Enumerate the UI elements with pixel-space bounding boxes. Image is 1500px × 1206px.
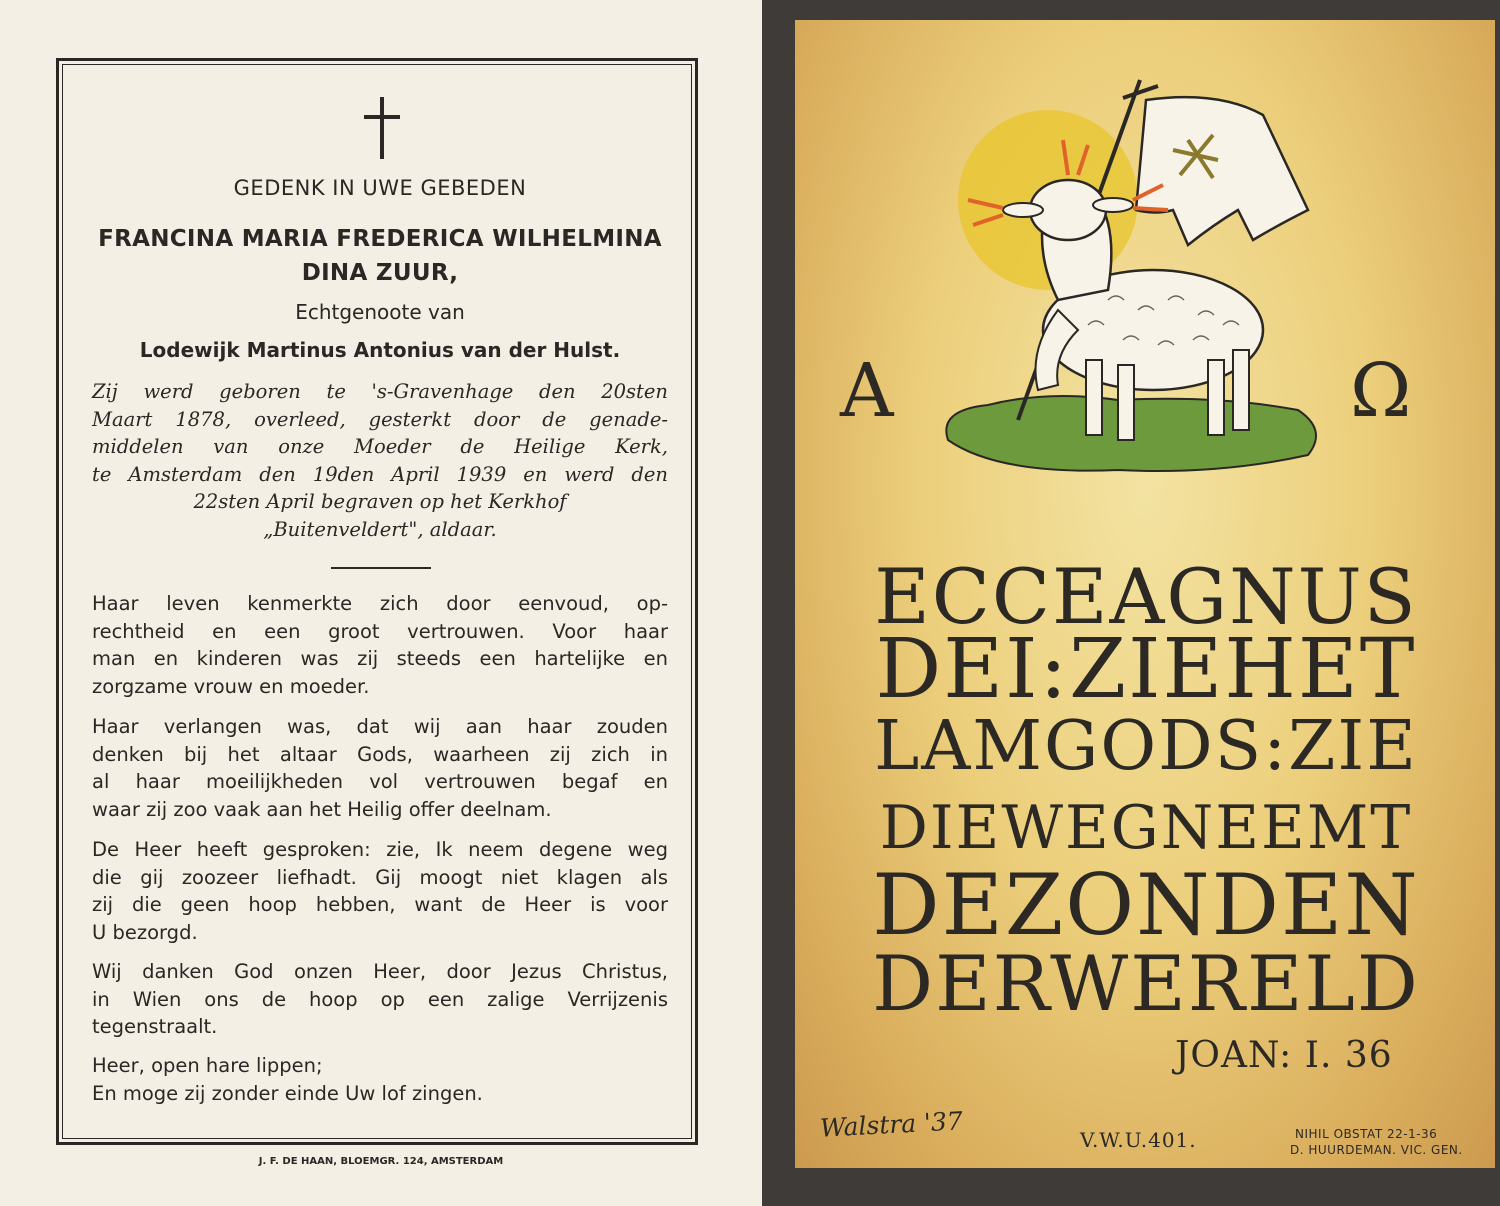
deceased-name-line2: DINA ZUUR, — [301, 260, 459, 286]
text-line: zij die geen hoop hebben, want de Heer is voor — [92, 893, 668, 916]
heading: GEDENK IN UWE GEBEDEN — [233, 176, 527, 200]
verse-line: DEI:ZIEHET — [875, 622, 1417, 717]
text-line: Haar leven kenmerkte zich door eenvoud, op- — [92, 592, 668, 615]
text-line: Wij danken God onzen Heer, door Jezus Christus, — [92, 960, 668, 983]
text-line: in Wien ons de hoop op een zalige Verrijzenis — [92, 987, 668, 1011]
biography — [92, 378, 668, 543]
text-line: al haar moeilijkheden vol vertrouwen begaf en — [92, 770, 668, 793]
paragraph-scripture — [92, 836, 668, 946]
bio-line: te Amsterdam den 19den April 1939 en werd den — [92, 462, 668, 486]
husband-name: Lodewijk Martinus Antonius van der Hulst. — [139, 338, 621, 362]
verse-line: ECCEAGNUS — [874, 552, 1418, 641]
text-line: waar zij zoo vaak aan het Heilig offer deelnam. — [92, 797, 552, 821]
text-line: En moge zij zonder einde Uw lof zingen. — [92, 1081, 483, 1105]
text-line: Heer, open hare lippen; — [92, 1054, 323, 1077]
bio-line: Maart 1878, overleed, gesterkt door de genade- — [92, 407, 668, 431]
text-line: Haar verlangen was, dat wij aan haar zouden — [92, 715, 668, 738]
verse-line: DEZONDEN — [872, 856, 1420, 954]
deceased-name-line1: FRANCINA MARIA FREDERICA WILHELMINA — [98, 226, 662, 252]
bio-line: „Buitenveldert", aldaar. — [263, 517, 497, 541]
text-line: U bezorgd. — [92, 920, 198, 944]
bio-line: middelen van onze Moeder de Heilige Kerk, — [92, 435, 668, 458]
text-line: rechtheid en een groot vertrouwen. Voor haar — [92, 619, 668, 643]
paragraph-prayer — [92, 1052, 668, 1107]
banner-icon — [1136, 97, 1308, 245]
paragraph-life — [92, 590, 668, 700]
text-line: zorgzame vrouw en moeder. — [92, 674, 370, 698]
verse-line: LAMGODS:ZIE — [874, 707, 1418, 786]
text-line: die gij zoozeer liefhadt. Gij moogt niet klagen als — [92, 865, 668, 889]
text-line: De Heer heeft gesproken: zie, Ik neem degene weg — [92, 838, 668, 861]
approval-line: D. HUURDEMAN. VIC. GEN. — [1290, 1143, 1463, 1157]
scripture-reference: JOAN: I. 36 — [1175, 1035, 1393, 1076]
text-line: denken bij het altaar Gods, waarheen zij zich in — [92, 742, 668, 766]
text-line: man en kinderen was zij steeds een hartelijke en — [92, 647, 668, 670]
omega-letter: Ω — [1350, 348, 1412, 434]
alpha-letter: A — [840, 348, 894, 434]
text-line: tegenstraalt. — [92, 1015, 218, 1038]
verse-line: DIEWEGNEEMT — [879, 793, 1413, 863]
bio-line: Zij werd geboren te 's-Gravenhage den 20sten — [92, 380, 668, 403]
artist-signature: Walstra '37 — [819, 1106, 964, 1143]
print-code: V.W.U.401. — [1080, 1128, 1197, 1152]
divider — [331, 567, 431, 569]
verse-line: DERWERELD — [872, 939, 1420, 1028]
bio-line: 22sten April begraven op het Kerkhof — [193, 490, 567, 513]
paragraph-thanks — [92, 958, 668, 1041]
paragraph-wish — [92, 713, 668, 823]
cross-icon — [362, 97, 402, 159]
lamb-of-god-illustration — [918, 60, 1338, 480]
printer-imprint: J. F. DE HAAN, BLOEMGR. 124, AMSTERDAM — [258, 1156, 504, 1167]
approval-line: NIHIL OBSTAT 22-1-36 — [1295, 1127, 1438, 1141]
relation-label: Echtgenoote van — [295, 300, 465, 324]
